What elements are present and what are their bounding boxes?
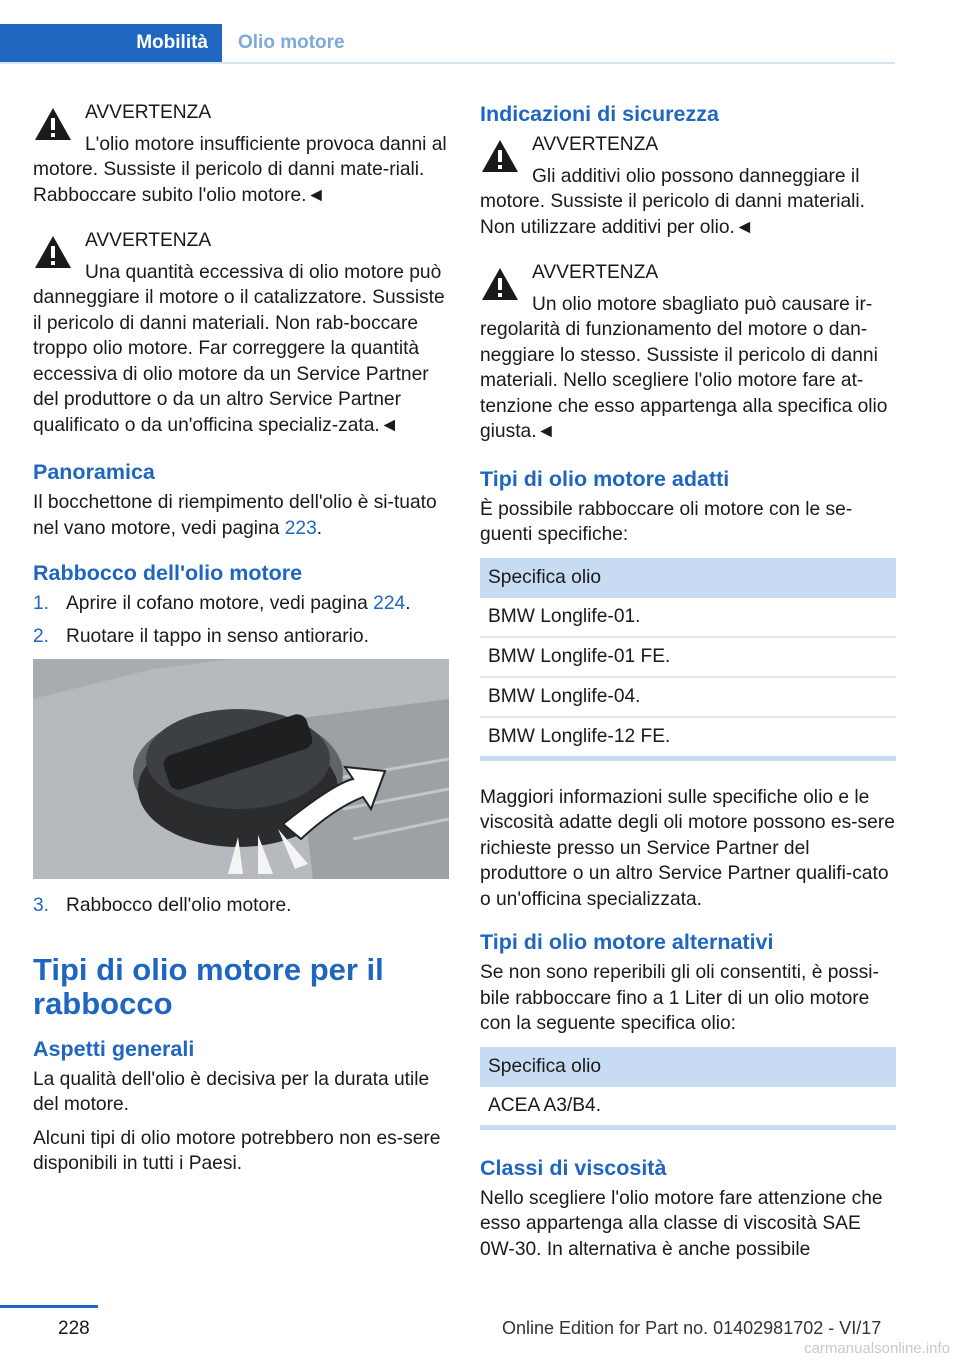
warning-triangle-icon (480, 266, 520, 302)
spec-table-row: BMW Longlife-01 FE. (480, 638, 896, 678)
footer-edition: Online Edition for Part no. 01402981702 - VI/17 (502, 1318, 882, 1338)
header-tabbar (0, 24, 895, 64)
footer-rule (0, 1305, 98, 1308)
page-number: 228 (58, 1318, 90, 1339)
right-column (480, 100, 896, 1270)
heading-sicurezza: Indicazioni di sicurezza (480, 102, 719, 126)
spec-table-header: Specifica olio (480, 1047, 896, 1087)
heading-panoramica: Panoramica (33, 460, 155, 484)
spec-table-row: BMW Longlife-12 FE. (480, 718, 896, 761)
step-item: 3. Rabbocco dell'olio motore. (33, 895, 292, 916)
spec-table-row: BMW Longlife-01. (480, 598, 896, 638)
spec-table-approved (480, 558, 896, 761)
warning-text: L'olio motore insufficiente provoca danni al motore. Sussiste il pericolo di danni mate-riali. Rabboccare subito l'olio motore.◄ (33, 133, 447, 206)
spec-table-alternative (480, 1047, 896, 1130)
oil-cap-image (33, 659, 449, 879)
warning-title: AVVERTENZA (85, 230, 212, 251)
tab-olio-motore[interactable]: Olio motore (238, 32, 345, 53)
panoramica-text: Il bocchettone di riempimento dell'olio è si-tuato nel vano motore, vedi pagina 223. (33, 492, 437, 539)
warning-insufficient-oil (33, 100, 449, 208)
warning-title: AVVERTENZA (532, 134, 659, 155)
heading-classi-viscosita: Classi di viscosità (480, 1155, 667, 1180)
warning-title: AVVERTENZA (532, 262, 659, 283)
steps-list-continued (33, 893, 449, 919)
warning-additives (480, 132, 896, 240)
warning-text: Gli additivi olio possono danneggiare il motore. Sussiste il pericolo di danni materiali. Non utilizzare additivi per olio.◄ (480, 165, 865, 238)
left-column (33, 100, 449, 1185)
alternativi-text: Se non sono reperibili gli oli consentiti, è possi-bile rabboccare fino a 1 Liter di un olio motore con la seguente specifica olio: (480, 962, 879, 1034)
warning-triangle-icon (33, 234, 73, 270)
section-title-tipi-olio: Tipi di olio motore per il rabbocco (33, 951, 384, 1021)
adatti-text: È possibile rabboccare oli motore con le se-guenti specifiche: (480, 498, 853, 545)
warning-triangle-icon (33, 106, 73, 142)
step-item: 2. Ruotare il tappo in senso antiorario. (33, 625, 369, 647)
oil-cap-illustration (33, 659, 449, 879)
aspetti-paragraph-2: Alcuni tipi di olio motore potrebbero non es-sere disponibili in tutti i Paesi. (33, 1127, 441, 1174)
viscosita-text: Nello scegliere l'olio motore fare attenzione che esso appartenga alla classe di viscosità SAE 0W-30. In alternativa è anche possibile (480, 1187, 883, 1260)
warning-text: Una quantità eccessiva di olio motore può danneggiare il motore o il catalizzatore. Sussiste il pericolo di danni materiali. Non rab-boccare troppo olio motore. Far correggere la quantità eccessiva di olio motore da un Service Partner del produttore o da un altro Service Partner qualificato o da un'officina specializ-zata.◄ (33, 261, 445, 436)
heading-tipi-adatti: Tipi di olio motore adatti (480, 466, 730, 491)
warning-title: AVVERTENZA (85, 102, 212, 123)
heading-aspetti-generali: Aspetti generali (33, 1036, 195, 1061)
aspetti-paragraph-1: La qualità dell'olio è decisiva per la durata utile del motore. (33, 1068, 430, 1115)
steps-list (33, 591, 449, 649)
watermark: carmanualsonline.info (804, 1340, 950, 1357)
page-link-223[interactable]: 223 (284, 517, 317, 539)
spec-table-header: Specifica olio (480, 558, 896, 598)
warning-text: Un olio motore sbagliato può causare ir-regolarità di funzionamento del motore o dan-neggiare lo stesso. Sussiste il pericolo di danni materiali. Nello scegliere l'olio motore fare at-tenzione che esso appartenga alla specifica olio giusta.◄ (480, 293, 888, 442)
page-link-224[interactable]: 224 (373, 593, 406, 614)
tab-mobilita[interactable]: Mobilità (0, 24, 222, 62)
maggiori-informazioni-text: Maggiori informazioni sulle specifiche olio e le viscosità adatte degli oli motore possono es-sere richieste presso un Service Partner del produttore o un altro Service Partner qualifi-cato o un'officina specializzata. (480, 786, 895, 910)
spec-table-row: ACEA A3/B4. (480, 1087, 896, 1130)
spec-table-row: BMW Longlife-04. (480, 678, 896, 718)
heading-tipi-alternativi: Tipi di olio motore alternativi (480, 930, 774, 954)
warning-wrong-oil (480, 260, 896, 445)
step-item: 1. Aprire il cofano motore, vedi pagina 224. (33, 593, 411, 614)
warning-triangle-icon (480, 138, 520, 174)
heading-rabbocco: Rabbocco dell'olio motore (33, 561, 303, 585)
warning-excess-oil (33, 228, 449, 438)
